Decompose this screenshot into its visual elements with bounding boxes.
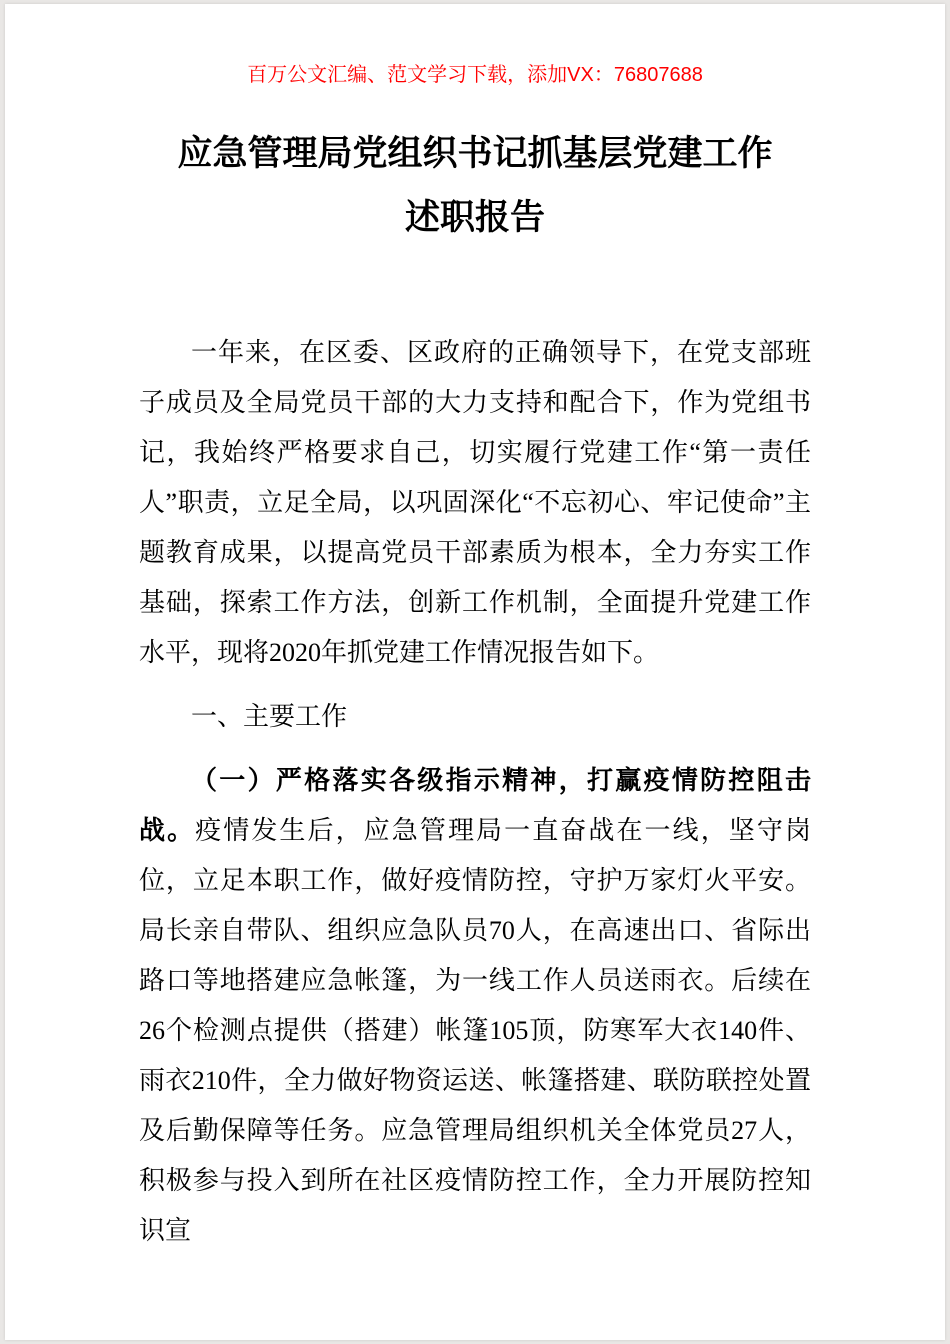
paragraph-epidemic-control-lead: （一）严格落实各级指示精神，打赢疫情防控阻击战。 [139,766,811,845]
document-title-line-2: 述职报告 [404,198,545,237]
promo-watermark-text: 百万公文汇编、范文学习下载，添加VX：76807688 [247,64,703,86]
document-page [5,4,945,1340]
document-title-line-1: 应急管理局党组织书记抓基层党建工作 [177,134,773,173]
document-body [5,328,945,1256]
paragraph-epidemic-control [139,756,811,1256]
paragraph-epidemic-control-text: 疫情发生后，应急管理局一直奋战在一线，坚守岗位，立足本职工作，做好疫情防控，守护万家灯火平安。局长亲自带队、组织应急队员70人，在高速出口、省际出路口等地搭建应急帐篷，为一线工作人员送雨衣。后续在26个检测点提供（搭建）帐篷105顶，防寒军大衣140件、雨衣210件，全力做好物资运送、帐篷搭建、联防联控处置及后勤保障等任务。应急管理局组织机关全体党员27人，积极参与投入到所在社区疫情防控工作，全力开展防控知识宣 [139,816,811,1245]
intro-paragraph: 一年来，在区委、区政府的正确领导下，在党支部班子成员及全局党员干部的大力支持和配合下，作为党组书记，我始终严格要求自己，切实履行党建工作“第一责任人”职责，立足全局，以巩固深化“不忘初心、牢记使命”主题教育成果，以提高党员干部素质为根本，全力夯实工作基础，探索工作方法，创新工作机制，全面提升党建工作水平，现将2020年抓党建工作情况报告如下。 [139,338,811,667]
document-title [5,122,945,250]
section-heading-main-work: 一、主要工作 [191,702,348,731]
